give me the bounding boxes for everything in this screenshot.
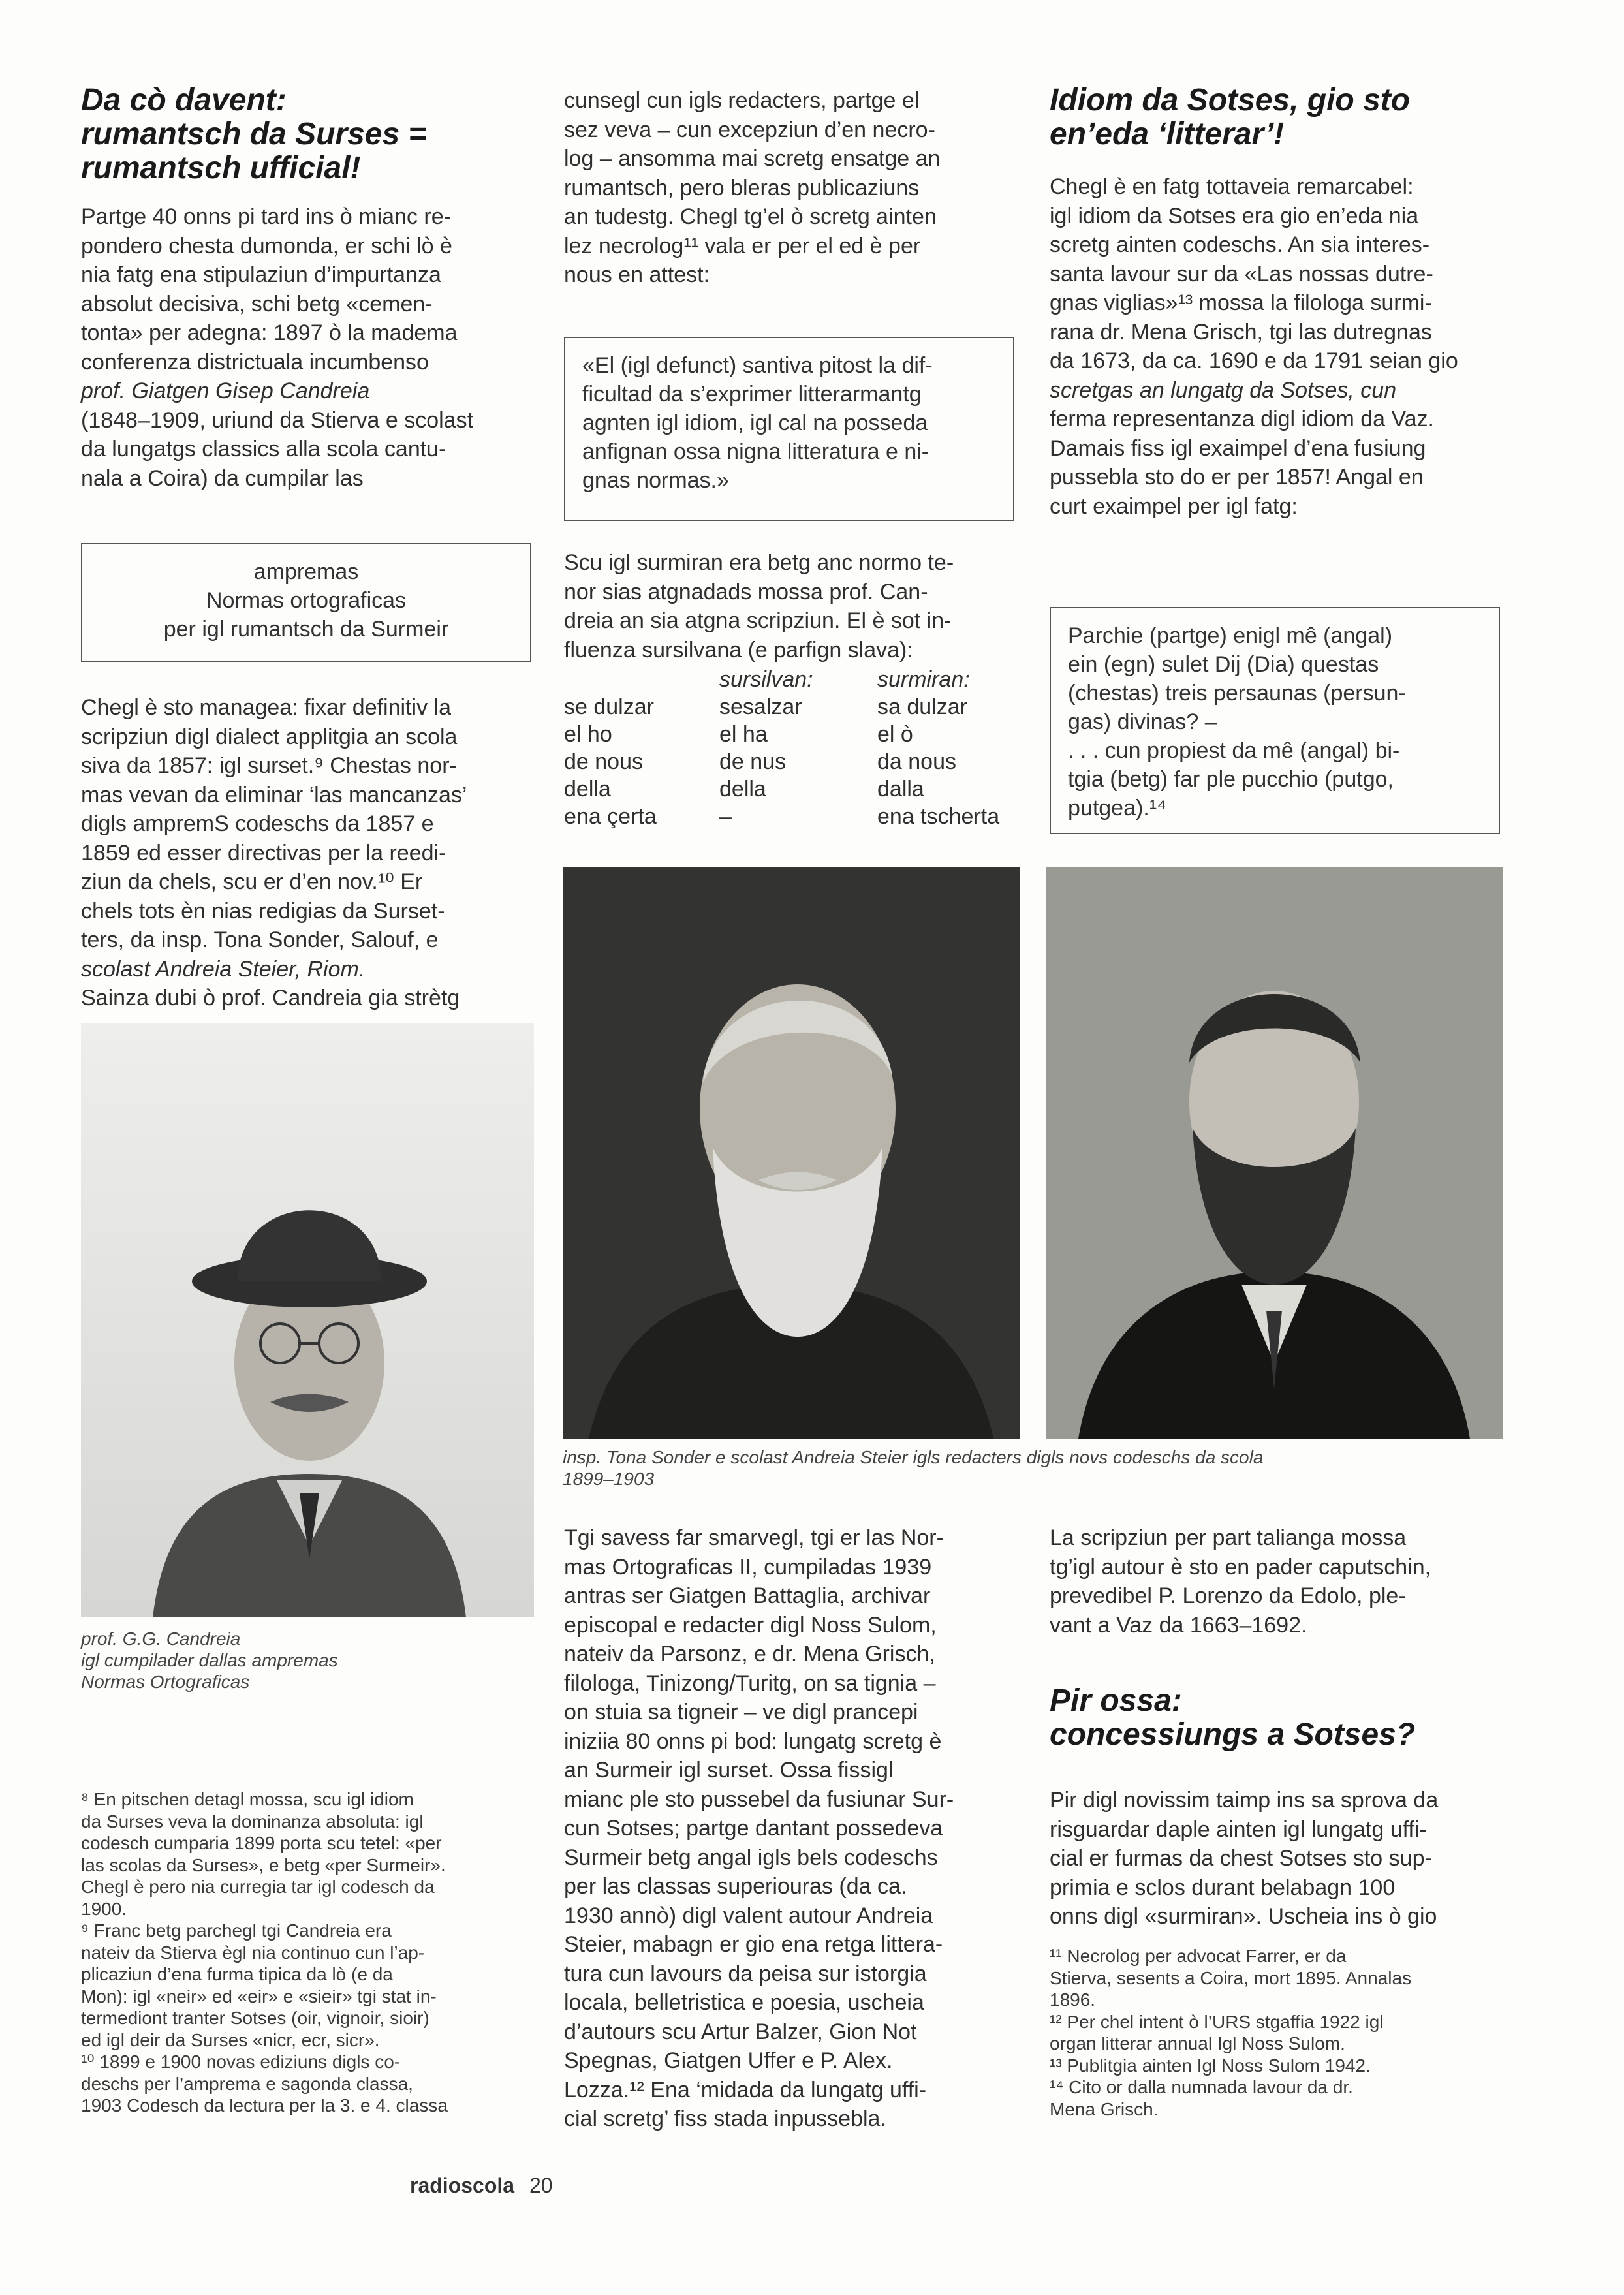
- paragraph-col2-1: [564, 86, 1017, 290]
- table-row: ena çerta – ena tscherta: [564, 804, 1000, 829]
- photo-sonder: [563, 867, 1020, 1439]
- section-heading-3-wrap: [1050, 1684, 1503, 1752]
- footnote-lines: ⁸ En pitschen detagl mossa, scu igl idiom da Surses veva la dominanza absoluta: igl codesch cumparia 1899 porta scu tetel: «per las scolas da Surses», e betg «per Surmeir». Chegl è pero nia curregia tar igl codesch da 1900. ⁹ Franc betg parchegl tgi Candreia era nateiv da Stierva ègl nia continuo cun l’ap- plicaziun d’ena furma tipica da lò (e da Mon): igl «neir» ed «eir» e «sieir» tgi stat in- termediont tranter Sotses (oir, vignoir, sioir) ed igl deir da Surses «nicr, ecr, sicr». ¹⁰ 1899 e 1900 novas ediziuns digls co- deschs per l’amprema e sagonda classa, 1903 Codesch da lectura per la 3. e 4. classa: [81, 1789, 448, 2115]
- column-1: [81, 84, 534, 185]
- paragraph-1: [81, 202, 534, 493]
- photo-caption-candreia: prof. G.G. Candreia igl cumpilader dallas ampremas Normas Ortograficas: [81, 1629, 338, 1692]
- paragraph-lines: cunsegl cun igls redacters, partge el sez veva – cun excepziun d’en necro- log – ansomma mai scretg ensatge an rumantsch, pero bleras publicaziuns an tudestg. Chegl tg’el ò scretg ainten lez necrolog¹¹ vala er per el ed è per nous en attest:: [564, 88, 941, 287]
- footnote-lines: ¹¹ Necrolog per advocat Farrer, er da Stierva, sesents a Coira, mort 1895. Annalas 1896. ¹² Per chel intent ò l’URS stgaffia 1922 igl organ litterar annual Igl Noss Sulom. ¹³ Publitgia ainten Igl Noss Sulom 1942. ¹⁴ Cito or dalla numnada lavour da dr. Mena Grisch.: [1050, 1946, 1412, 2119]
- dutregna-quote-box: Parchie (partge) enigl mê (angal) ein (egn) sulet Dij (Dia) questas (chestas) treis persaunas (persun- gas) divinas? – . . . cun propiest da mê (angal) bi- tgia (betg) far ple pucchio (putgo, putgea).¹⁴: [1050, 607, 1500, 834]
- table-row: se dulzar sesalzar sa dulzar: [564, 695, 967, 719]
- table-header-row: sursilvan: surmiran:: [719, 667, 970, 692]
- portrait-image: [563, 867, 1020, 1439]
- paragraph-lines: Partge 40 onns pi tard ins ò mianc re- pondero chesta dumonda, er schi lò è nia fatg ena stipulaziun d’impurtanza absolut decisiva, schi betg «cemen- tonta» per adegna: 1897 ò la madema conferenza districtuala incumbenso prof. Giatgen Gisep Candreia (1848–1909, uriund da Stierva e scolast da lungatgs classics alla scola cantu- nala a Coira) da cumpilar las: [81, 204, 474, 491]
- paragraph-col3-3: [1050, 1786, 1503, 1931]
- paragraph-col2-2: [564, 548, 1017, 664]
- portrait-image: [81, 1023, 534, 1617]
- table-row: della della dalla: [564, 777, 924, 802]
- section-heading-2-wrap: [1050, 84, 1503, 151]
- section-heading-3: Pir ossa: concessiungs a Sotses?: [1050, 1683, 1416, 1752]
- paragraph-lines: Pir digl novissim taimp ins sa sprova da risguardar daple ainten igl lungatg uffi- cial er furmas da chest Sotses sto sup- primia e sclos durant belabagn 100 onns digl «surmiran». Uscheia ins ò gio: [1050, 1788, 1439, 1929]
- table-row: de nous de nus da nous: [564, 749, 956, 774]
- section-heading-1: Da cò davent: rumantsch da Surses = rumantsch ufficial!: [81, 83, 427, 185]
- paragraph-lines: Chegl è en fatg tottaveia remarcabel: igl idiom da Sotses era gio en’eda nia scretg ainten codeschs. An sia interes- santa lavour sur da «Las nossas dutre- gnas viglias»¹³ mossa la filologa surmi- rana dr. Mena Grisch, tgi las dutregnas da 1673, da ca. 1690 e da 1791 seian gio scretgas an lungatg da Sotses, cun ferma representanza digl idiom da Vaz. Damais fiss igl exaimpel d’ena fusiung pussebla sto do er per 1857! Angal en curt exaimpel per igl fatg:: [1050, 174, 1458, 519]
- paragraph-lines: Tgi savess far smarvegl, tgi er las Nor- mas Ortograficas II, cumpiladas 1939 antras ser Giatgen Battaglia, archivar episcopal e redacter digl Noss Sulom, nateiv da Parsonz, e dr. Mena Grisch, filologa, Tinizong/Turitg, on sa tignia – on stuia sa tigneir – ve digl prancepi iniziia 80 onns pi bod: lungatg scretg è an Surmeir igl surset. Ossa fissigl mianc ple sto pussebel da fusiunar Sur- cun Sotses; partge dantant possedeva Surmeir betg angal igls bels codeschs per las classas superiouras (da ca. 1930 annò) digl valent autour Andreia Steier, mabagn er gio ena retga littera- tura cun lavours da peisa sur istorgia locala, belletristica e poesia, uscheia d’autours scu Artur Balzer, Gion Not Spegnas, Giatgen Uffer e P. Alex. Lozza.¹² Ena ‘midada da lungatg uffi- cial scretg’ fiss stada inpussebla.: [564, 1525, 954, 2131]
- footnotes-col3: [1050, 1945, 1503, 2120]
- comparison-table: [564, 666, 1017, 830]
- paragraph-lines: La scripziun per part talianga mossa tg’igl autour è sto en pader caputschin, prevedibel P. Lorenzo da Edolo, ple- vant a Vaz da 1663–1692.: [1050, 1525, 1431, 1638]
- photo-steier: [1046, 867, 1503, 1439]
- dialect-comparison-table: [564, 666, 1017, 830]
- paragraph-col3-2: [1050, 1523, 1503, 1640]
- footnotes-col1: [81, 1788, 534, 2117]
- section-heading-2: Idiom da Sotses, gio sto en’eda ‘litterar’!: [1050, 83, 1411, 151]
- table-row: el ho el ha el ò: [564, 722, 913, 747]
- normas-title-box: ampremas Normas ortograficas per igl rumantsch da Surmeir: [81, 543, 531, 662]
- portrait-image: [1046, 867, 1503, 1439]
- page-footer: [410, 2174, 553, 2198]
- paragraph-2: [81, 693, 534, 1013]
- paragraph-col2-3: [564, 1523, 1017, 2134]
- page-number: 20: [529, 2174, 553, 2197]
- paragraph-col3-1: [1050, 172, 1503, 521]
- paragraph-lines: Chegl è sto managea: fixar definitiv la scripziun digl dialect applitgia an scola siva da 1857: igl surset.⁹ Chestas nor- mas vevan da eliminar ‘las mancanzas’ digls ampremS codeschs da 1857 e 1859 ed esser directivas per la reedi- ziun da chels, scu er d’en nov.¹⁰ Er chels tots èn nias redigias da Surset- ters, da insp. Tona Sonder, Salouf, e scolast Andreia Steier, Riom. Sainza dubi ò prof. Candreia gia strètg: [81, 695, 467, 1010]
- paragraph-lines: Scu igl surmiran era betg anc normo te- nor sias atgnadads mossa prof. Can- dreia an sia atgna scripziun. El è sot in- fluenza sursilvana (e parfign slava):: [564, 550, 954, 663]
- magazine-name: radioscola: [410, 2174, 515, 2197]
- necrolog-quote-box: «El (igl defunct) santiva pitost la dif- ficultad da s’exprimer litterarmantg agnten igl idiom, igl cal na posseda anfignan ossa nigna litteratura e ni- gnas normas.»: [564, 337, 1014, 521]
- photo-candreia: [81, 1023, 534, 1617]
- photo-caption-redacters: insp. Tona Sonder e scolast Andreia Steier igls redacters digls novs codeschs da scola 1899–1903: [563, 1447, 1264, 1489]
